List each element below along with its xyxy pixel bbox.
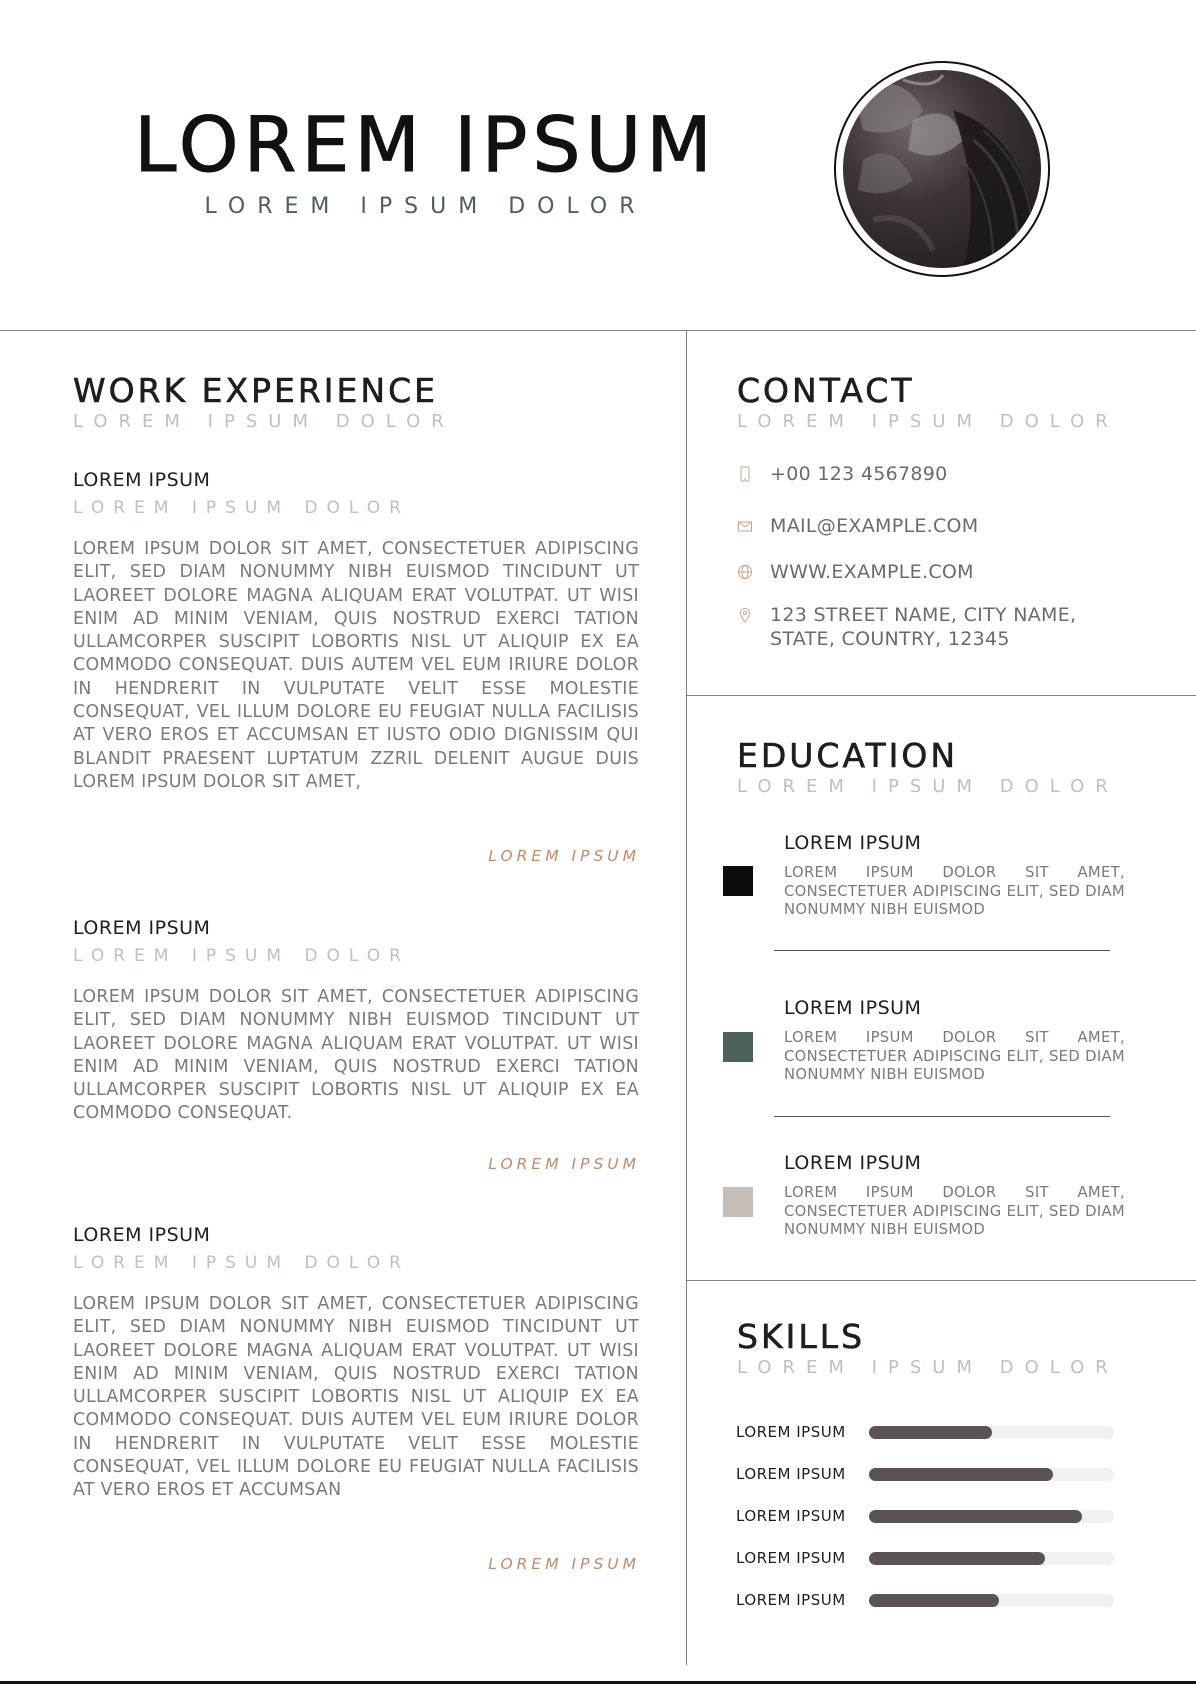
column-divider <box>686 331 687 1665</box>
education-item-description: LOREM IPSUM DOLOR SIT AMET, CONSECTETUER ADIPISCING ELIT, SED DIAM NONUMMY NIBH EUISMOD <box>784 864 1125 919</box>
skill-bar-fill <box>869 1468 1053 1481</box>
skill-label: LOREM IPSUM <box>736 1423 846 1441</box>
skill-row <box>736 1590 1116 1610</box>
phone-icon <box>737 466 753 482</box>
profile-photo-image <box>843 70 1041 268</box>
resume-subtitle: LOREM IPSUM DOLOR <box>204 194 647 219</box>
education-subtitle: LOREM IPSUM DOLOR <box>737 776 1119 797</box>
job-link[interactable]: LOREM IPSUM <box>488 1555 640 1573</box>
education-item <box>723 1152 1123 1242</box>
job-title: LOREM IPSUM <box>73 917 211 939</box>
education-separator <box>774 950 1110 951</box>
contact-website <box>737 560 1157 590</box>
contact-email-text[interactable]: MAIL@EXAMPLE.COM <box>770 515 979 537</box>
job-description: LOREM IPSUM DOLOR SIT AMET, CONSECTETUER ADIPISCING ELIT, SED DIAM NONUMMY NIBH EUISMOD TINCIDUNT UT LAOREET DOLORE MAGNA ALIQUAM ERAT VOLUTPAT. UT WISI ENIM AD MINIM VENIAM, QUIS NOSTRUD EXERCI TATION ULLAMCORPER SUSCIPIT LOBORTIS NISL UT ALIQUIP EX EA COMMODO CONSEQUAT. DUIS AUTEM VEL EUM IRIURE DOLOR IN HENDRERIT IN VULPUTATE VELIT ESSE MOLESTIE CONSEQUAT, VEL ILLUM DOLORE EU FEUGIAT NULLA FACILISIS AT VERO EROS ET ACCUMSAN ET IUSTO ODIO DIGNISSIM QUI BLANDIT PRAESENT LUPTATUM ZZRIL DELENIT AUGUE DUIS LOREM IPSUM DOLOR SIT AMET, <box>73 539 639 792</box>
contact-address-line1: 123 STREET NAME, CITY NAME, <box>770 604 1077 626</box>
education-color-swatch <box>723 1032 753 1062</box>
header-divider <box>0 330 1196 331</box>
skill-label: LOREM IPSUM <box>736 1549 846 1567</box>
education-divider <box>687 1280 1196 1281</box>
skill-label: LOREM IPSUM <box>736 1591 846 1609</box>
job-link[interactable]: LOREM IPSUM <box>488 847 640 865</box>
contact-email <box>737 514 1157 544</box>
education-item-title: LOREM IPSUM <box>784 832 922 854</box>
skill-bar-fill <box>869 1594 999 1607</box>
skill-bar-fill <box>869 1510 1082 1523</box>
education-item <box>723 997 1123 1087</box>
job-entry <box>73 917 639 1126</box>
contact-phone <box>737 462 1157 492</box>
contact-subtitle: LOREM IPSUM DOLOR <box>737 411 1119 432</box>
job-entry <box>73 1224 639 1503</box>
education-color-swatch <box>723 1187 753 1217</box>
job-description: LOREM IPSUM DOLOR SIT AMET, CONSECTETUER ADIPISCING ELIT, SED DIAM NONUMMY NIBH EUISMOD TINCIDUNT UT LAOREET DOLORE MAGNA ALIQUAM ERAT VOLUTPAT. UT WISI ENIM AD MINIM VENIAM, QUIS NOSTRUD EXERCI TATION ULLAMCORPER SUSCIPIT LOBORTIS NISL UT ALIQUIP EX EA COMMODO CONSEQUAT. DUIS AUTEM VEL EUM IRIURE DOLOR IN HENDRERIT IN VULPUTATE VELIT ESSE MOLESTIE CONSEQUAT, VEL ILLUM DOLORE EU FEUGIAT NULLA FACILISIS AT VERO EROS ET ACCUMSAN <box>73 1294 639 1501</box>
education-item-description: LOREM IPSUM DOLOR SIT AMET, CONSECTETUER ADIPISCING ELIT, SED DIAM NONUMMY NIBH EUISMOD <box>784 1029 1125 1084</box>
job-description: LOREM IPSUM DOLOR SIT AMET, CONSECTETUER ADIPISCING ELIT, SED DIAM NONUMMY NIBH EUISMOD TINCIDUNT UT LAOREET DOLORE MAGNA ALIQUAM ERAT VOLUTPAT. UT WISI ENIM AD MINIM VENIAM, QUIS NOSTRUD EXERCI TATION ULLAMCORPER SUSCIPIT LOBORTIS NISL UT ALIQUIP EX EA COMMODO CONSEQUAT. <box>73 987 639 1124</box>
job-subtitle: LOREM IPSUM DOLOR <box>73 1253 410 1273</box>
globe-icon <box>737 564 753 580</box>
contact-address-line2: STATE, COUNTRY, 12345 <box>770 628 1010 650</box>
skill-row <box>736 1422 1116 1442</box>
contact-heading: CONTACT <box>737 371 915 410</box>
job-subtitle: LOREM IPSUM DOLOR <box>73 946 410 966</box>
skill-bar-fill <box>869 1552 1045 1565</box>
skills-subtitle: LOREM IPSUM DOLOR <box>737 1357 1119 1378</box>
education-item-description: LOREM IPSUM DOLOR SIT AMET, CONSECTETUER ADIPISCING ELIT, SED DIAM NONUMMY NIBH EUISMOD <box>784 1184 1125 1239</box>
education-item <box>723 832 1123 922</box>
work-experience-heading: WORK EXPERIENCE <box>73 371 438 410</box>
resume-name: LOREM IPSUM <box>134 100 717 189</box>
job-link[interactable]: LOREM IPSUM <box>488 1155 640 1173</box>
skill-row <box>736 1506 1116 1526</box>
education-color-swatch <box>723 866 753 896</box>
skill-bar-track <box>869 1468 1114 1481</box>
skill-bar-fill <box>869 1426 992 1439</box>
location-pin-icon <box>737 607 753 623</box>
education-item-title: LOREM IPSUM <box>784 997 922 1019</box>
mail-icon <box>737 518 753 534</box>
skill-label: LOREM IPSUM <box>736 1507 846 1525</box>
job-title: LOREM IPSUM <box>73 469 211 491</box>
education-heading: EDUCATION <box>737 736 959 775</box>
skills-heading: SKILLS <box>737 1317 866 1356</box>
skill-bar-track <box>869 1426 1114 1439</box>
skill-bar-track <box>869 1510 1114 1523</box>
skill-row <box>736 1464 1116 1484</box>
skill-bar-track <box>869 1552 1114 1565</box>
work-experience-subtitle: LOREM IPSUM DOLOR <box>73 411 455 432</box>
education-item-title: LOREM IPSUM <box>784 1152 922 1174</box>
contact-divider <box>687 695 1196 696</box>
education-separator <box>774 1116 1110 1117</box>
job-title: LOREM IPSUM <box>73 1224 211 1246</box>
profile-photo <box>834 61 1050 277</box>
job-entry <box>73 469 639 794</box>
contact-website-text[interactable]: WWW.EXAMPLE.COM <box>770 561 974 583</box>
skill-bar-track <box>869 1594 1114 1607</box>
skill-label: LOREM IPSUM <box>736 1465 846 1483</box>
contact-phone-text[interactable]: +00 123 4567890 <box>770 463 948 485</box>
skill-row <box>736 1548 1116 1568</box>
contact-address <box>737 603 1157 653</box>
job-subtitle: LOREM IPSUM DOLOR <box>73 498 410 518</box>
